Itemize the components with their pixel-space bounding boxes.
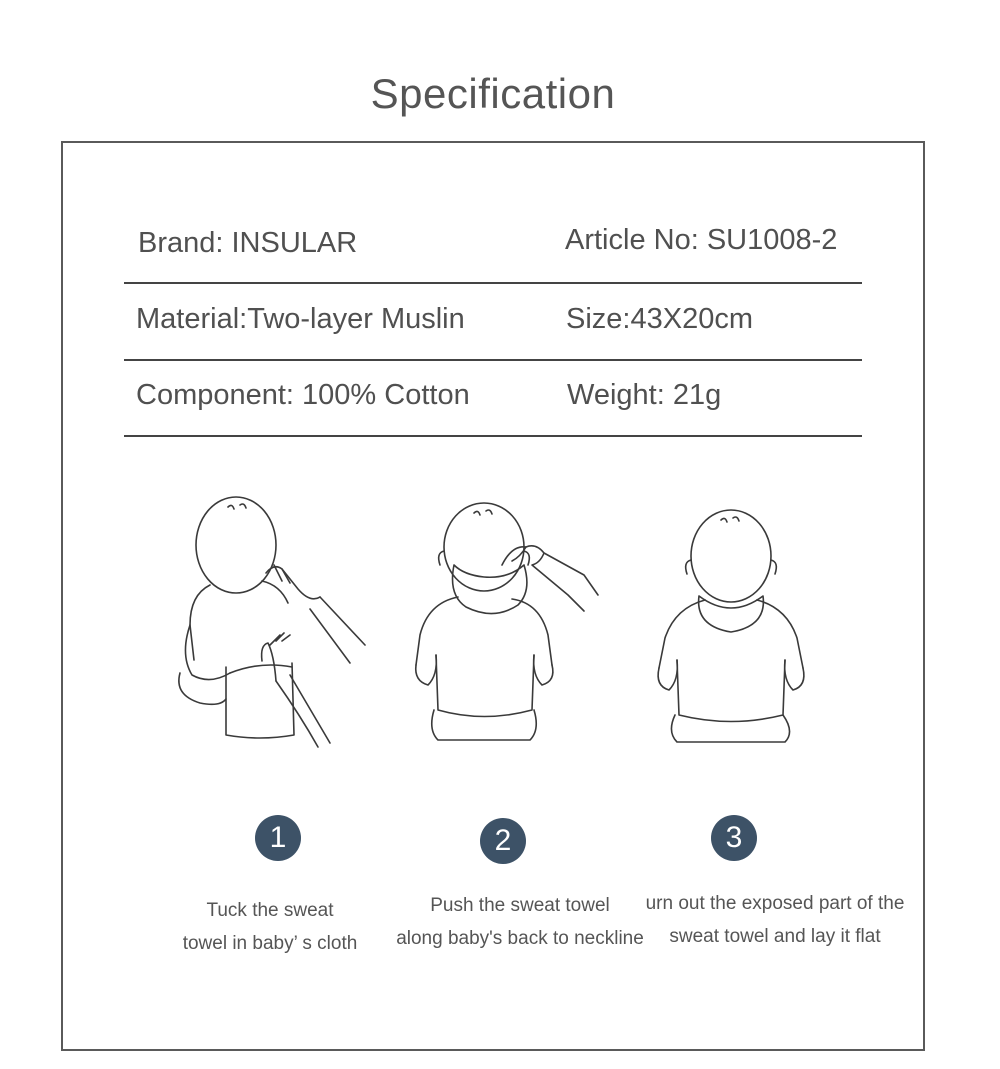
page-title: Specification (370, 70, 616, 117)
baby-tuck-illustration (170, 485, 380, 755)
baby-push-illustration (408, 495, 608, 750)
spec-weight: Weight: 21g (567, 379, 722, 411)
spec-component: Component: 100% Cotton (136, 379, 470, 411)
step-2-line1: Push the sweat towel (430, 895, 610, 916)
step-1-line1: Tuck the sweat (206, 900, 334, 921)
step-3-line2: sweat towel and lay it flat (669, 926, 881, 947)
spec-article-no: Article No: SU1008-2 (565, 224, 838, 256)
spec-size: Size:43X20cm (566, 303, 753, 335)
step-3-caption (634, 887, 916, 953)
step-1-badge: 1 (255, 815, 301, 861)
spec-brand: Brand: INSULAR (138, 227, 358, 259)
step-2-caption (390, 889, 650, 955)
baby-flat-illustration (645, 500, 820, 750)
step-3-line1: urn out the exposed part of the (645, 893, 905, 914)
step-2-badge: 2 (480, 818, 526, 864)
step-1-line2: towel in baby’ s cloth (182, 933, 358, 954)
spec-material: Material:Two-layer Muslin (136, 303, 465, 335)
step-1-caption (150, 894, 390, 960)
step-2-line2: along baby's back to neckline (396, 928, 644, 949)
step-3-badge: 3 (711, 815, 757, 861)
